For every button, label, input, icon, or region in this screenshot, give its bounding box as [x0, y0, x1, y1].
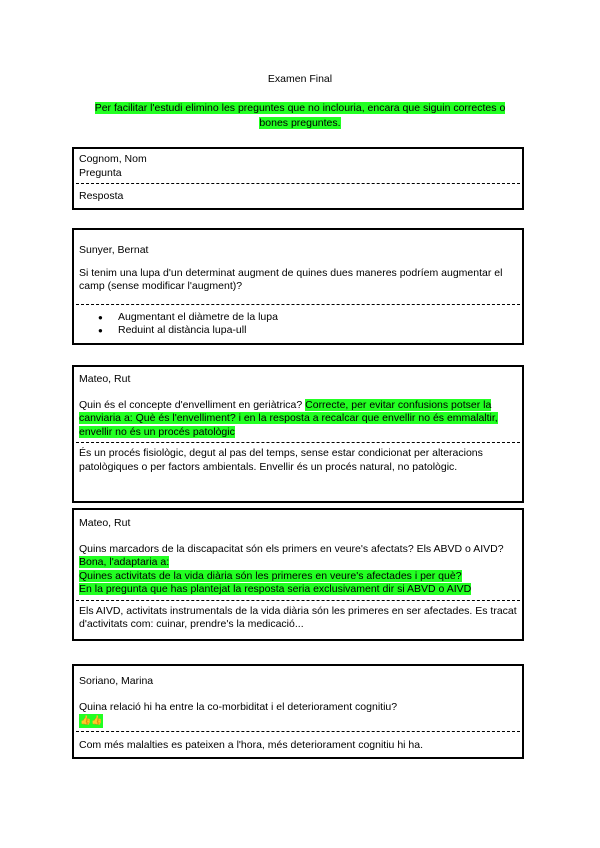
question-card-sunyer: [72, 228, 524, 345]
question-card-mateo-1: [72, 365, 524, 503]
editor-note-line-2: bones preguntes.: [259, 117, 341, 129]
reviewer-comment: [79, 556, 517, 597]
document-title: Examen Final: [267, 73, 333, 85]
card-author: Mateo, Rut: [79, 517, 131, 529]
card-author: Sunyer, Bernat: [79, 244, 149, 256]
card-answer: Els AIVD, activitats instrumentals de la vida diària són les primeres en ser afectades. Es tracat d'activitats com: cuinar, prendre's la medicació...: [79, 604, 517, 630]
list-item: ● Augmentant el diàmetre de la lupa: [115, 311, 517, 325]
answer-bullet-list: [79, 311, 517, 338]
reviewer-comment: Correcte, per evitar confusions potser la canviaria a: Què és l'envelliment? i en la resposta a recalcar que envellir no és emmalaltir, envellir no és un procés patològic: [79, 398, 498, 438]
card-question-block: [79, 399, 517, 440]
card-question: Pregunta: [79, 166, 122, 179]
card-author: Cognom, Nom: [79, 153, 147, 165]
reviewer-comment-line: En la pregunta que has plantejat la resposta seria exclusivament dir si ABVD o AIVD: [79, 583, 472, 595]
reviewer-comment-line: Bona, l'adaptaria a:: [79, 556, 170, 568]
card-question: Quina relació hi ha entre la co-morbiditat i el deteriorament cognitiu?: [79, 700, 398, 713]
question-card-template: [72, 147, 524, 210]
card-answer: Resposta: [79, 190, 124, 202]
card-question: Quin és el concepte d'envelliment en geriàtrica?: [79, 398, 303, 411]
card-answer: Com més malalties es pateixen a l'hora, més deteriorament cognitiu hi ha.: [79, 738, 424, 751]
card-answer: És un procés fisiològic, degut al pas del temps, sense estar condicionat per alteracions patològiques o per factors ambientals. Envellir és un procés natural, no patològic.: [79, 447, 483, 473]
card-author: Mateo, Rut: [79, 373, 131, 385]
card-question: Si tenim una lupa d'un determinat augment de quines dues maneres podríem augmentar el camp (sense modificar l'augment)?: [79, 266, 503, 292]
editor-note-line-1: Per facilitar l'estudi elimino les preguntes que no inclouria, encara que siguin correctes o: [94, 102, 506, 114]
reviewer-comment-line: Quines activitats de la vida diària són les primeres en veure's afectades i per què?: [79, 569, 462, 582]
question-card-mateo-2: [72, 508, 524, 641]
question-card-soriano: [72, 664, 524, 759]
editor-note: [84, 101, 516, 131]
thumbs-up-icon: 👍👍: [79, 714, 103, 728]
card-author: Soriano, Marina: [79, 675, 154, 687]
card-question: Quins marcadors de la discapacitat són els primers en veure's afectats? Els ABVD o AIVD?: [79, 542, 504, 555]
list-item: ● Reduint al distància lupa-ull: [115, 324, 517, 338]
